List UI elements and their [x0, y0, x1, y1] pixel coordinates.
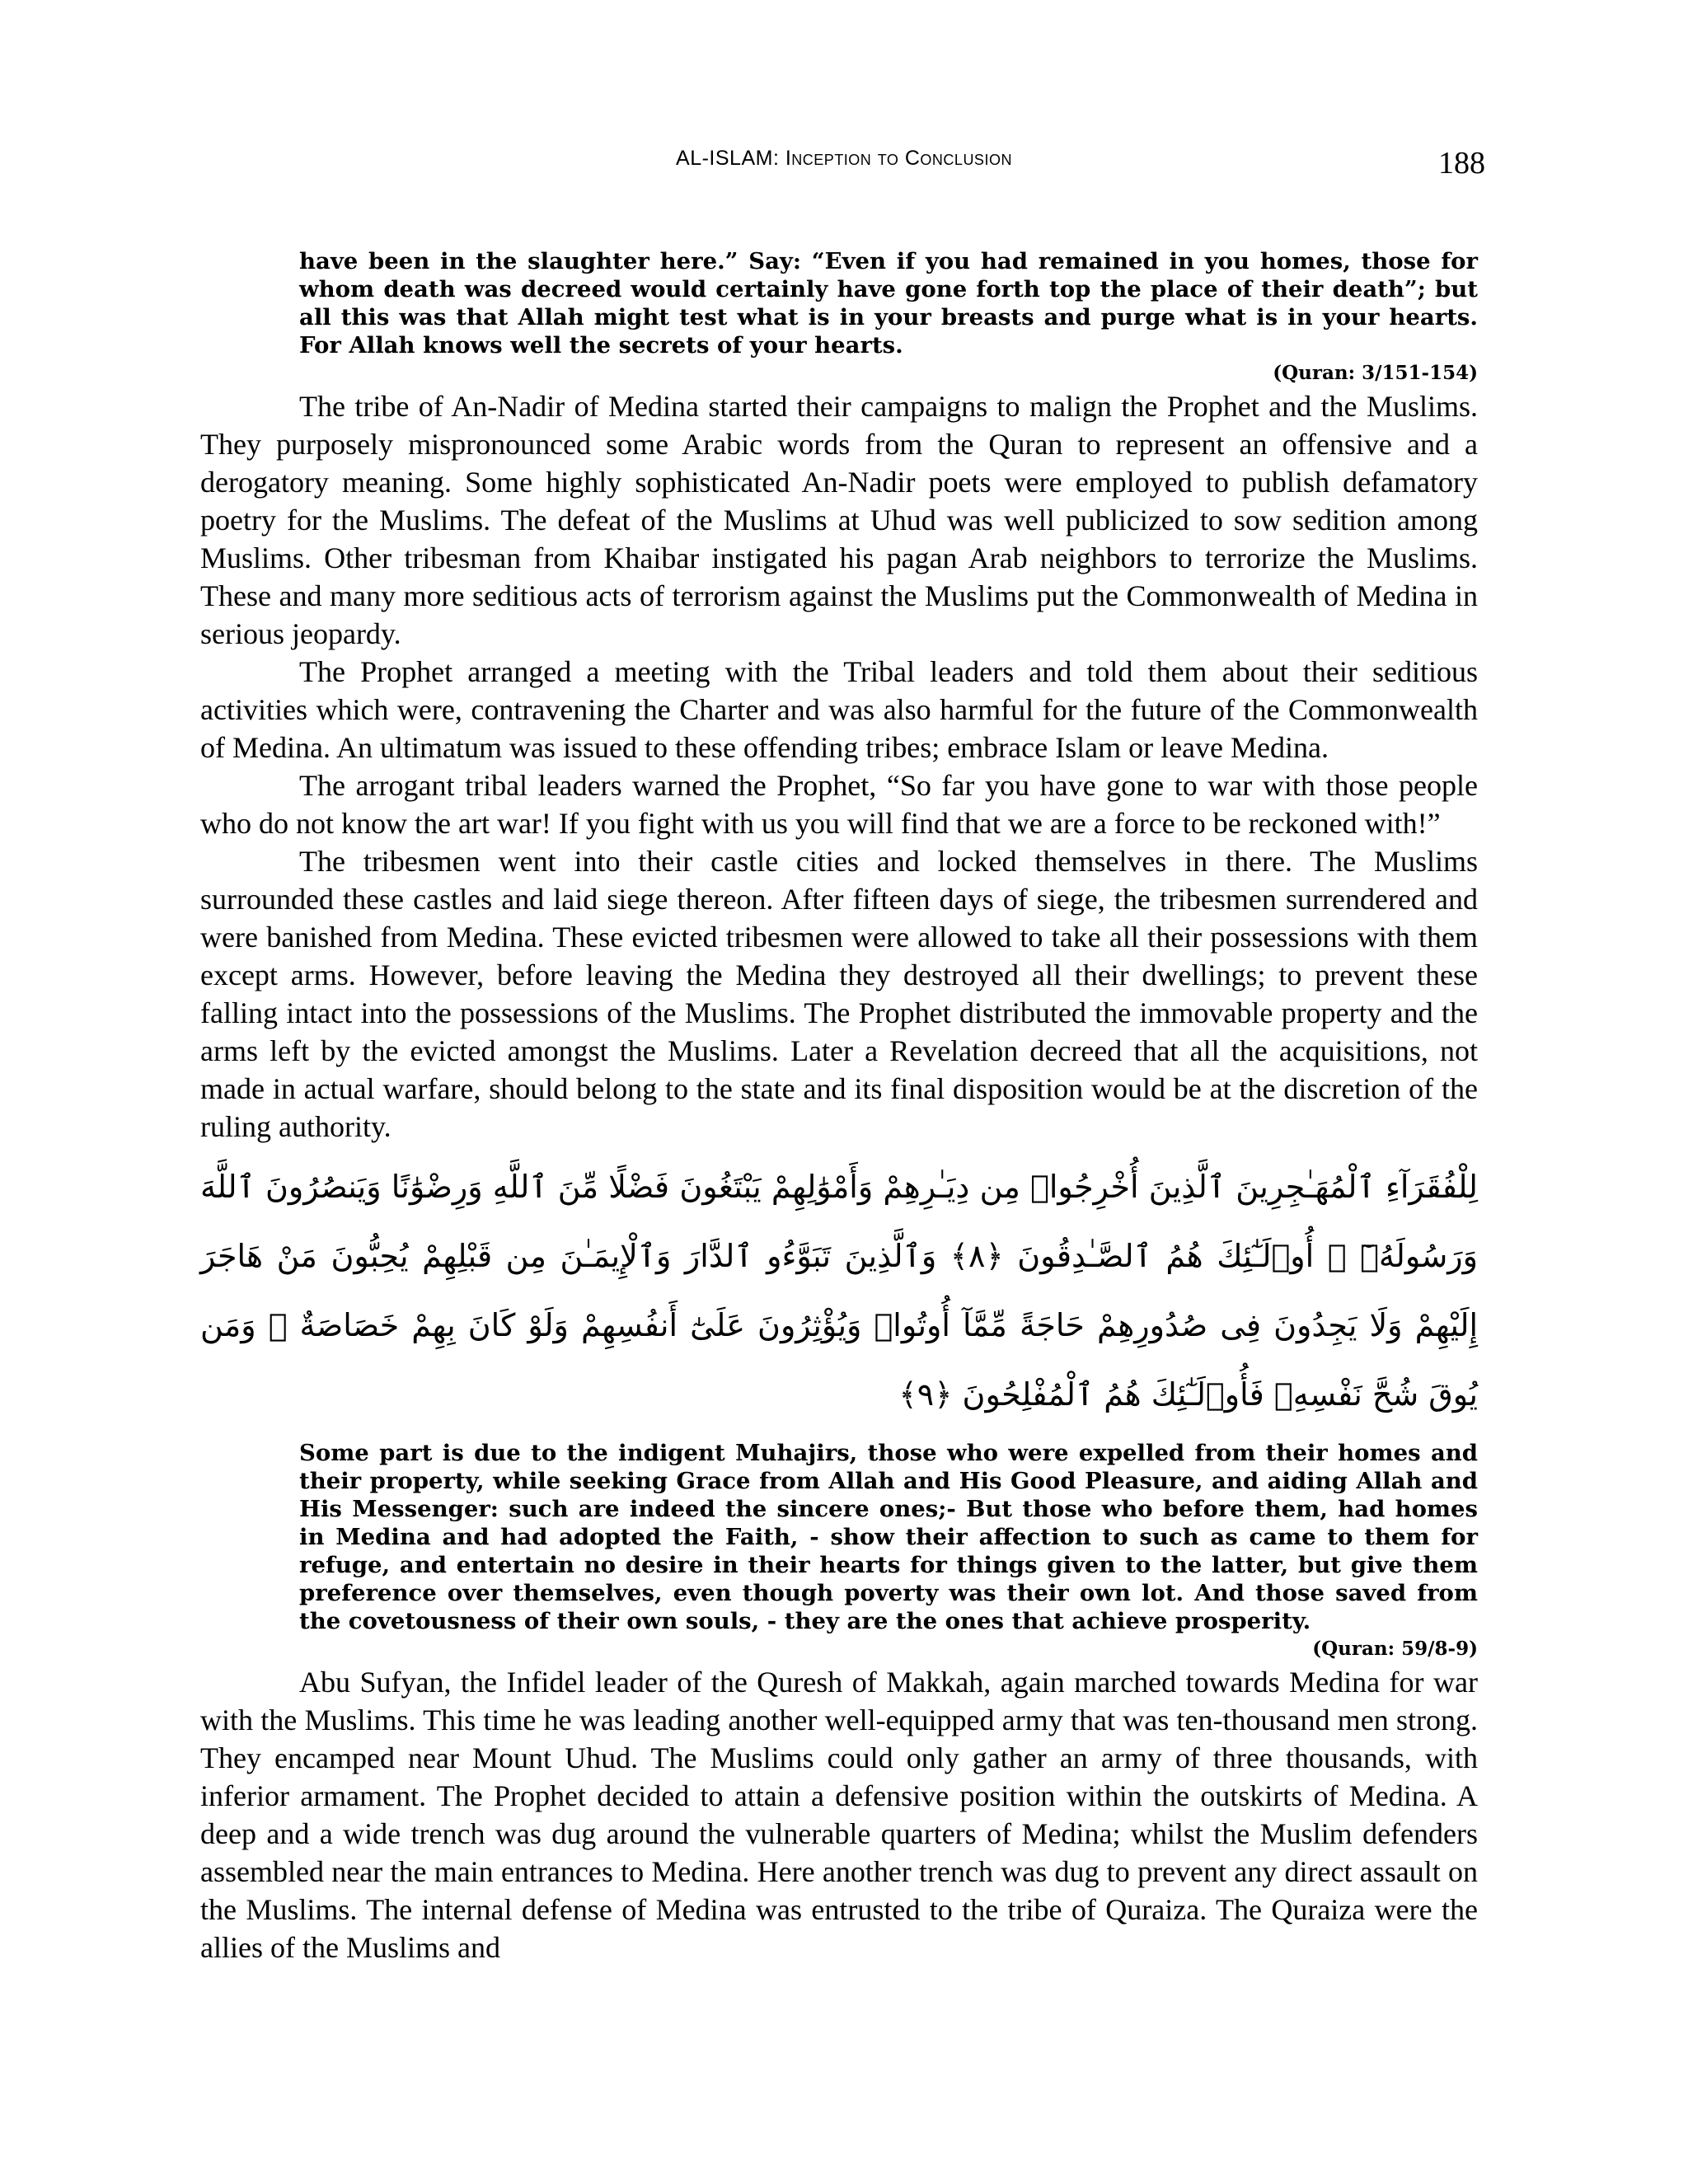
- quran-translation-quote: Some part is due to the indigent Muhajirs, those who were expelled from their homes and their property, while seeking Grace from Allah and His Good Pleasure, and aiding Allah and His Messenger: such are indeed the sincere ones;- But those who before them, had homes in Medina and had adopted the Faith, - show their affection to such as came to them for refuge, and entertain no desire in their hearts for things given to the latter, but give them preference over themselves, even though poverty was their own lot. And those saved from the covetousness of their own souls, - they are the ones that achieve prosperity.: [299, 1440, 1478, 1634]
- quran-citation: (Quran: 59/8-9): [1312, 1638, 1478, 1660]
- quran-citation: (Quran: 3/151-154): [1273, 362, 1478, 384]
- quran-translation-quote: have been in the slaughter here.” Say: “Even if you had remained in you homes, those for whom death was decreed would certainly have gone forth top the place of their death”; but all this was that Allah might test what is in your breasts and purge what is in your hearts. For Allah knows well the secrets of your hearts.: [299, 248, 1478, 359]
- running-title-rest: Inception to Conclusion: [785, 147, 1012, 170]
- body-paragraph: The Prophet arranged a meeting with the Tribal leaders and told them about their seditious activities which were, contravening the Charter and was also harmful for the future of the Commonwealth of Medina. An ultimatum was issued to these offending tribes; embrace Islam or leave Medina.: [200, 655, 1478, 764]
- page-number: 188: [1438, 146, 1485, 180]
- body-paragraph: The tribe of An-Nadir of Medina started their campaigns to malign the Prophet and the Muslims. They purposely mispronounced some Arabic words from the Quran to represent an offensive and a derogatory meaning. Some highly sophisticated An-Nadir poets were employed to publish defamatory poetry for the Muslims. The defeat of the Muslims at Uhud was well publicized to sow sedition among Muslims. Other tribesman from Khaibar instigated his pagan Arab neighbors to terrorize the Muslims. These and many more seditious acts of terrorism against the Muslims put the Commonwealth of Medina in serious jeopardy.: [200, 390, 1478, 650]
- running-header: [0, 147, 1688, 171]
- body-paragraph: Abu Sufyan, the Infidel leader of the Quresh of Makkah, again marched towards Medina for war with the Muslims. This time he was leading another well-equipped army that was ten-thousand men strong. They encamped near Mount Uhud. The Muslims could only gather an army of three thousands, with inferior armament. The Prophet decided to attain a defensive position within the outskirts of Medina. A deep and a wide trench was dug around the vulnerable quarters of Medina; whilst the Muslim defenders assembled near the main entrances to Medina. Here another trench was dug to prevent any direct assault on the Muslims. The internal defense of Medina was entrusted to the tribe of Quraiza. The Quraiza were the allies of the Muslims and: [200, 1666, 1478, 1964]
- page-body: [200, 247, 1478, 1966]
- running-title-prefix: AL-ISLAM:: [676, 147, 780, 170]
- arabic-verse: لِلْفُقَرَآءِ ٱلْمُهَـٰجِرِينَ ٱلَّذِينَ أُخْرِجُوا۟ مِن دِيَـٰرِهِمْ وَأَمْوَٰلِهِمْ يَبْتَغُونَ فَضْلًا مِّنَ ٱللَّهِ وَرِضْوَٰنًا وَيَنصُرُونَ ٱللَّهَ وَرَسُولَهُۥٓ ۚ أُو۟لَـٰٓئِكَ هُمُ ٱلصَّـٰدِقُونَ ﴿٨﴾ وَٱلَّذِينَ تَبَوَّءُو ٱلدَّارَ وَٱلْإِيمَـٰنَ مِن قَبْلِهِمْ يُحِبُّونَ مَنْ هَاجَرَ إِلَيْهِمْ وَلَا يَجِدُونَ فِى صُدُورِهِمْ حَاجَةً مِّمَّآ أُوتُوا۟ وَيُؤْثِرُونَ عَلَىٰٓ أَنفُسِهِمْ وَلَوْ كَانَ بِهِمْ خَصَاصَةٌ ۚ وَمَن يُوقَ شُحَّ نَفْسِهِۦ فَأُو۟لَـٰٓئِكَ هُمُ ٱلْمُفْلِحُونَ ﴿٩﴾: [200, 1169, 1478, 1413]
- body-paragraph: The tribesmen went into their castle cities and locked themselves in there. The Muslims surrounded these castles and laid siege thereon. After fifteen days of siege, the tribesmen surrendered and were banished from Medina. These evicted tribesmen were allowed to take all their possessions with them except arms. However, before leaving the Medina they destroyed all their dwellings; to prevent these falling intact into the possessions of the Muslims. The Prophet distributed the immovable property and the arms left by the evicted amongst the Muslims. Later a Revelation decreed that all the acquisitions, not made in actual warfare, should belong to the state and its final disposition would be at the discretion of the ruling authority.: [200, 845, 1478, 1143]
- body-paragraph: The arrogant tribal leaders warned the Prophet, “So far you have gone to war with those people who do not know the art war! If you fight with us you will find that we are a force to be reckoned with!”: [200, 769, 1478, 840]
